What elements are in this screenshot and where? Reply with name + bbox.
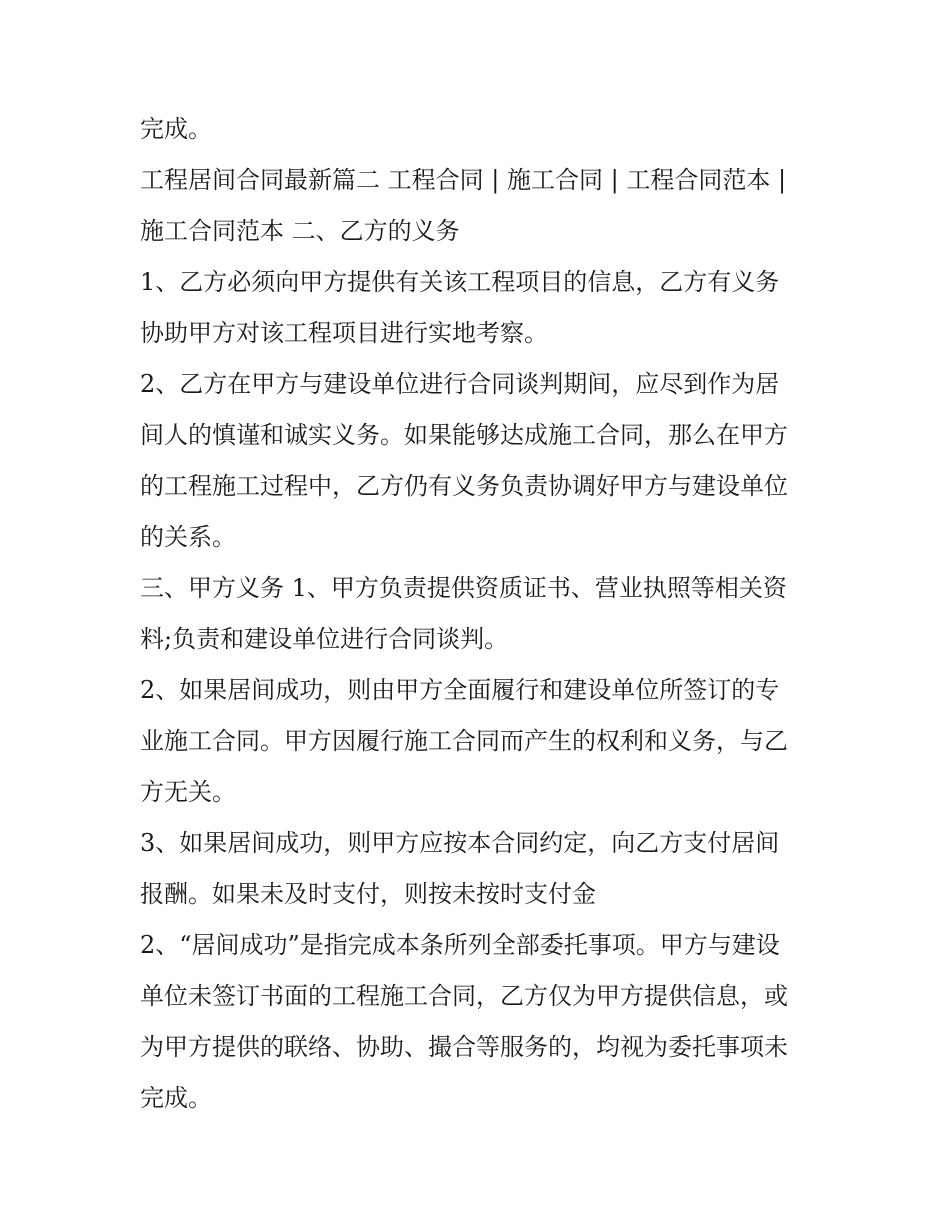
text-line: 2、如果居间成功，则由甲方全面履行和建设单位所签订的专 — [140, 676, 780, 704]
text-line: 的关系。 — [140, 523, 236, 551]
text-line: 1、乙方必须向甲方提供有关该工程项目的信息，乙方有义务 — [140, 268, 780, 296]
document-body — [140, 104, 820, 1124]
text-line: 2、“居间成功”是指完成本条所列全部委托事项。甲方与建设 — [140, 931, 780, 959]
text-line: 三、甲方义务 1、甲方负责提供资质证书、营业执照等相关资 — [140, 574, 787, 602]
paragraph-3 — [140, 257, 820, 359]
text-line: 2、乙方在甲方与建设单位进行合同谈判期间，应尽到作为居 — [140, 370, 780, 398]
text-line: 间人的慎谨和诚实义务。如果能够达成施工合同，那么在甲方 — [140, 421, 788, 449]
paragraph-4 — [140, 359, 820, 563]
text-line: 完成。 — [140, 1084, 212, 1112]
text-line: 工程居间合同最新篇二 工程合同 | 施工合同 | 工程合同范本 | — [140, 166, 787, 194]
text-line: 3、如果居间成功，则甲方应按本合同约定，向乙方支付居间 — [140, 829, 780, 857]
text-line: 业施工合同。甲方因履行施工合同而产生的权利和义务，与乙 — [140, 727, 788, 755]
paragraph-6 — [140, 665, 820, 818]
text-line: 的工程施工过程中，乙方仍有义务负责协调好甲方与建设单位 — [140, 472, 788, 500]
paragraph-1 — [140, 104, 820, 155]
paragraph-2 — [140, 155, 820, 257]
text-line: 料;负责和建设单位进行合同谈判。 — [140, 625, 509, 653]
paragraph-8 — [140, 920, 820, 1124]
text-line: 协助甲方对该工程项目进行实地考察。 — [140, 319, 548, 347]
text-line: 报酬。如果未及时支付，则按未按时支付金 — [140, 880, 596, 908]
text-line: 为甲方提供的联络、协助、撮合等服务的，均视为委托事项未 — [140, 1033, 788, 1061]
text-line: 方无关。 — [140, 778, 236, 806]
text-line: 施工合同范本 二、乙方的义务 — [140, 217, 460, 245]
paragraph-7 — [140, 818, 820, 920]
paragraph-5 — [140, 563, 820, 665]
text-line: 完成。 — [140, 115, 212, 143]
text-line: 单位未签订书面的工程施工合同，乙方仅为甲方提供信息，或 — [140, 982, 788, 1010]
